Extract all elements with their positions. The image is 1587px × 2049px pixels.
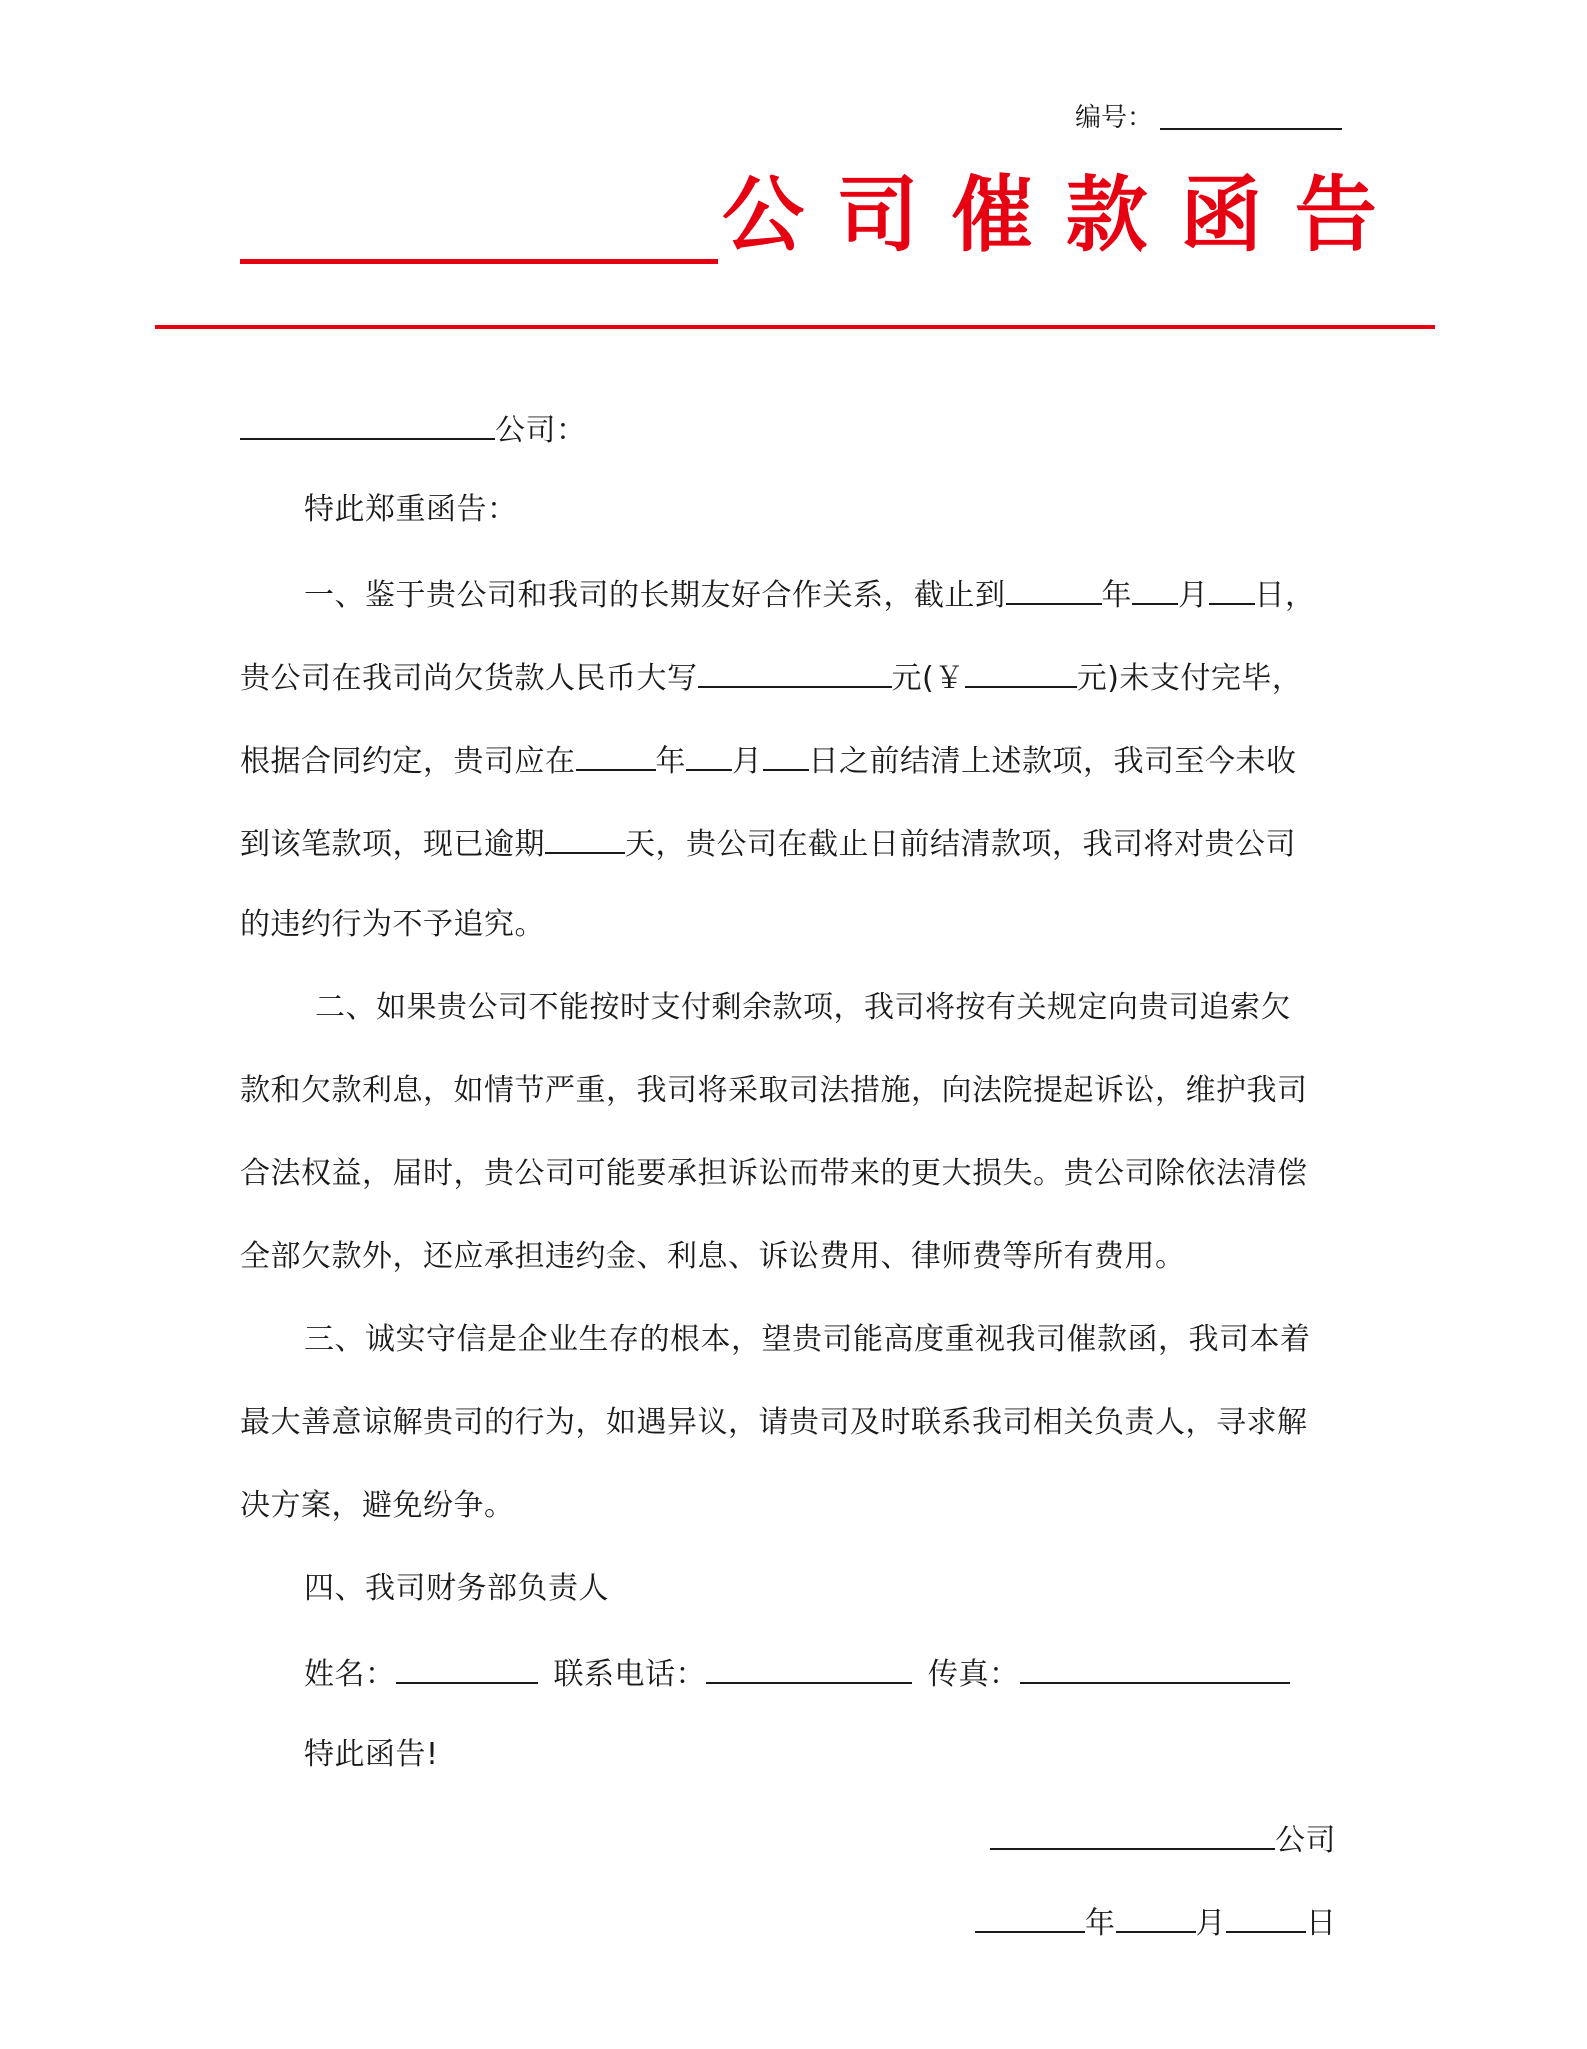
signature-date — [975, 1901, 1337, 1944]
para1-text-c1: 根据合同约定，贵司应在 — [240, 744, 576, 779]
para1-year: 年 — [1101, 578, 1132, 613]
page-title: 公 司 催 款 函 告 — [722, 168, 1379, 263]
title-company-blank[interactable] — [240, 259, 718, 264]
signature-company-suffix: 公司 — [1275, 1823, 1336, 1858]
para1-month: 月 — [1178, 578, 1209, 613]
serial-label: 编号： — [1075, 103, 1154, 133]
para1-year-blank[interactable] — [1006, 573, 1102, 605]
para1-text-b1: 贵公司在我司尚欠货款人民币大写 — [240, 661, 698, 696]
para2-line1: 二、如果贵公司不能按时支付剩余款项，我司将按有关规定向贵司追索欠 — [315, 990, 1291, 1025]
para1-line4 — [240, 822, 1296, 865]
signature-day: 日 — [1306, 1906, 1337, 1941]
para1-text-d2: 天，贵公司在截止日前结清款项，我司将对贵公司 — [625, 827, 1296, 862]
para4-heading: 四、我司财务部负责人 — [304, 1571, 609, 1606]
para1-text-d1: 到该笔款项，现已逾期 — [240, 827, 545, 862]
para1-day: 日， — [1254, 578, 1316, 613]
phone-blank[interactable] — [706, 1652, 912, 1684]
para1-line1 — [304, 573, 1316, 616]
addressee-suffix: 公司： — [495, 413, 587, 448]
closing: 特此函告! — [304, 1737, 439, 1772]
overdue-days-blank[interactable] — [545, 822, 625, 854]
signature-year-blank[interactable] — [975, 1901, 1085, 1933]
header-divider — [155, 325, 1435, 329]
para3-line3: 决方案，避免纷争。 — [240, 1488, 515, 1523]
signature-day-blank[interactable] — [1226, 1901, 1306, 1933]
para3-line2: 最大善意谅解贵司的行为，如遇异议，请贵司及时联系我司相关负责人，寻求解 — [240, 1405, 1308, 1440]
para1-day-blank[interactable] — [1209, 573, 1255, 605]
para2-line4: 全部欠款外，还应承担违约金、利息、诉讼费用、律师费等所有费用。 — [240, 1239, 1186, 1274]
para1-text-b3: 元)未支付完毕， — [1076, 661, 1303, 696]
name-label: 姓名： — [304, 1657, 396, 1692]
addressee-blank[interactable] — [240, 408, 495, 440]
serial-number — [1075, 98, 1153, 138]
signature-month-blank[interactable] — [1116, 1901, 1196, 1933]
serial-blank[interactable] — [1160, 128, 1342, 130]
signature-company — [990, 1818, 1336, 1861]
due-year: 年 — [655, 744, 686, 779]
para2-line3: 合法权益，届时，贵公司可能要承担诉讼而带来的更大损失。贵公司除依法清偿 — [240, 1156, 1308, 1191]
phone-label: 联系电话： — [553, 1657, 706, 1692]
signature-company-blank[interactable] — [990, 1818, 1275, 1850]
salutation: 特此郑重函告： — [304, 492, 518, 527]
para1-line2 — [240, 656, 1302, 699]
fax-blank[interactable] — [1020, 1652, 1290, 1684]
para3-line1: 三、诚实守信是企业生存的根本，望贵司能高度重视我司催款函，我司本着 — [304, 1322, 1311, 1357]
name-blank[interactable] — [396, 1652, 538, 1684]
signature-year: 年 — [1085, 1906, 1116, 1941]
amount-number-blank[interactable] — [965, 656, 1077, 688]
para1-text-b2: 元(￥ — [891, 661, 965, 696]
amount-words-blank[interactable] — [698, 656, 892, 688]
para2-line2: 款和欠款利息，如情节严重，我司将采取司法措施，向法院提起诉讼，维护我司 — [240, 1073, 1308, 1108]
para1-month-blank[interactable] — [1132, 573, 1178, 605]
due-month-blank[interactable] — [686, 739, 732, 771]
para1-text-c-day: 日之前结清上述款项，我司至今未收 — [808, 744, 1297, 779]
due-day-blank[interactable] — [763, 739, 809, 771]
fax-label: 传真： — [928, 1657, 1020, 1692]
due-year-blank[interactable] — [576, 739, 656, 771]
due-month: 月 — [732, 744, 763, 779]
para1-line5: 的违约行为不予追究。 — [240, 907, 545, 942]
para1-text-a: 一、鉴于贵公司和我司的长期友好合作关系，截止到 — [304, 578, 1006, 613]
contact-line — [304, 1652, 1290, 1695]
addressee-line — [240, 408, 587, 451]
para1-line3 — [240, 739, 1297, 782]
signature-month: 月 — [1195, 1906, 1226, 1941]
